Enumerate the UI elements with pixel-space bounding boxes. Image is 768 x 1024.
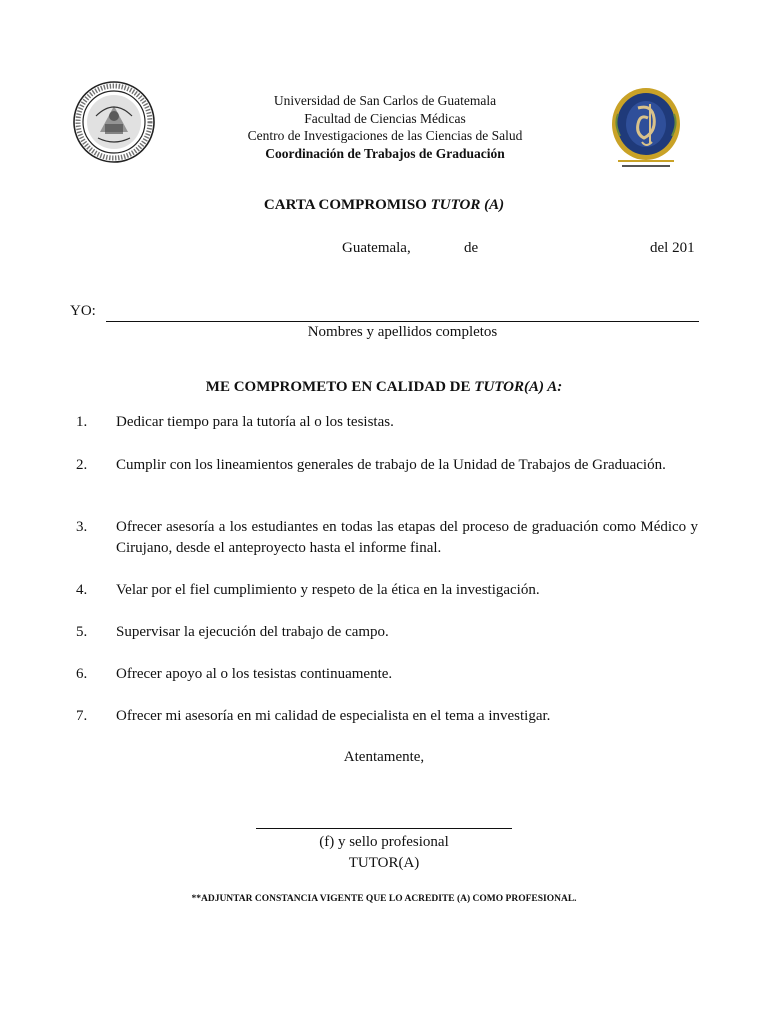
title-italic: TUTOR (A) xyxy=(430,197,505,213)
list-item xyxy=(76,412,698,433)
item-text: Supervisar la ejecución del trabajo de campo. xyxy=(116,624,389,640)
commitment-prefix: ME COMPROMETO EN CALIDAD DE xyxy=(205,379,475,395)
item-number: 1. xyxy=(76,414,88,430)
date-de: de xyxy=(464,240,479,256)
item-text: Ofrecer apoyo al o los tesistas continuamente. xyxy=(116,666,393,682)
document-title xyxy=(0,197,768,214)
footnote: **ADJUNTAR CONSTANCIA VIGENTE QUE LO ACREDITE (A) COMO PROFESIONAL. xyxy=(191,894,577,904)
item-number: 3. xyxy=(76,519,88,535)
item-text: Cumplir con los lineamientos generales de trabajo de la Unidad de Trabajos de Graduación. xyxy=(116,457,666,473)
research-center-name: Centro de Investigaciones de las Ciencias de Salud xyxy=(247,128,523,143)
list-item xyxy=(76,706,698,727)
signature-line[interactable] xyxy=(256,828,512,829)
item-number: 5. xyxy=(76,624,88,640)
university-name: Universidad de San Carlos de Guatemala xyxy=(273,93,497,108)
signature-role: TUTOR(A) xyxy=(348,855,420,871)
name-caption: Nombres y apellidos completos xyxy=(307,324,498,340)
list-item xyxy=(76,622,698,643)
name-fill-line[interactable] xyxy=(106,321,699,322)
item-number: 2. xyxy=(76,457,88,473)
signature-label: (f) y sello profesional xyxy=(319,834,449,850)
item-text: Dedicar tiempo para la tutoría al o los tesistas. xyxy=(116,414,394,430)
item-number: 4. xyxy=(76,582,88,598)
item-text: Ofrecer asesoría a los estudiantes en todas las etapas del proceso de graduación como Médico y Cirujano, desde el anteproyecto hasta el informe final. xyxy=(116,519,698,556)
list-item xyxy=(76,517,698,559)
list-item xyxy=(76,664,698,685)
closing-text: Atentamente, xyxy=(343,749,425,765)
item-text: Velar por el fiel cumplimiento y respeto de la ética en la investigación. xyxy=(116,582,540,598)
coordination-name: Coordinación de Trabajos de Graduación xyxy=(265,145,505,161)
date-year: del 201 xyxy=(650,240,695,256)
date-city: Guatemala, xyxy=(342,240,411,256)
list-item xyxy=(76,455,698,476)
institution-header xyxy=(200,92,570,162)
usac-seal-logo xyxy=(72,80,156,164)
title-main: CARTA COMPROMISO xyxy=(263,197,431,213)
faculty-seal-logo xyxy=(604,84,688,172)
commitment-italic: TUTOR(A) A: xyxy=(474,379,563,395)
item-number: 7. xyxy=(76,708,88,724)
faculty-name: Facultad de Ciencias Médicas xyxy=(304,110,466,126)
list-item xyxy=(76,580,698,601)
yo-label: YO: xyxy=(70,303,96,319)
item-number: 6. xyxy=(76,666,88,682)
commitment-heading xyxy=(0,379,768,396)
item-text: Ofrecer mi asesoría en mi calidad de especialista en el tema a investigar. xyxy=(116,708,551,724)
signature-caption xyxy=(256,832,512,874)
